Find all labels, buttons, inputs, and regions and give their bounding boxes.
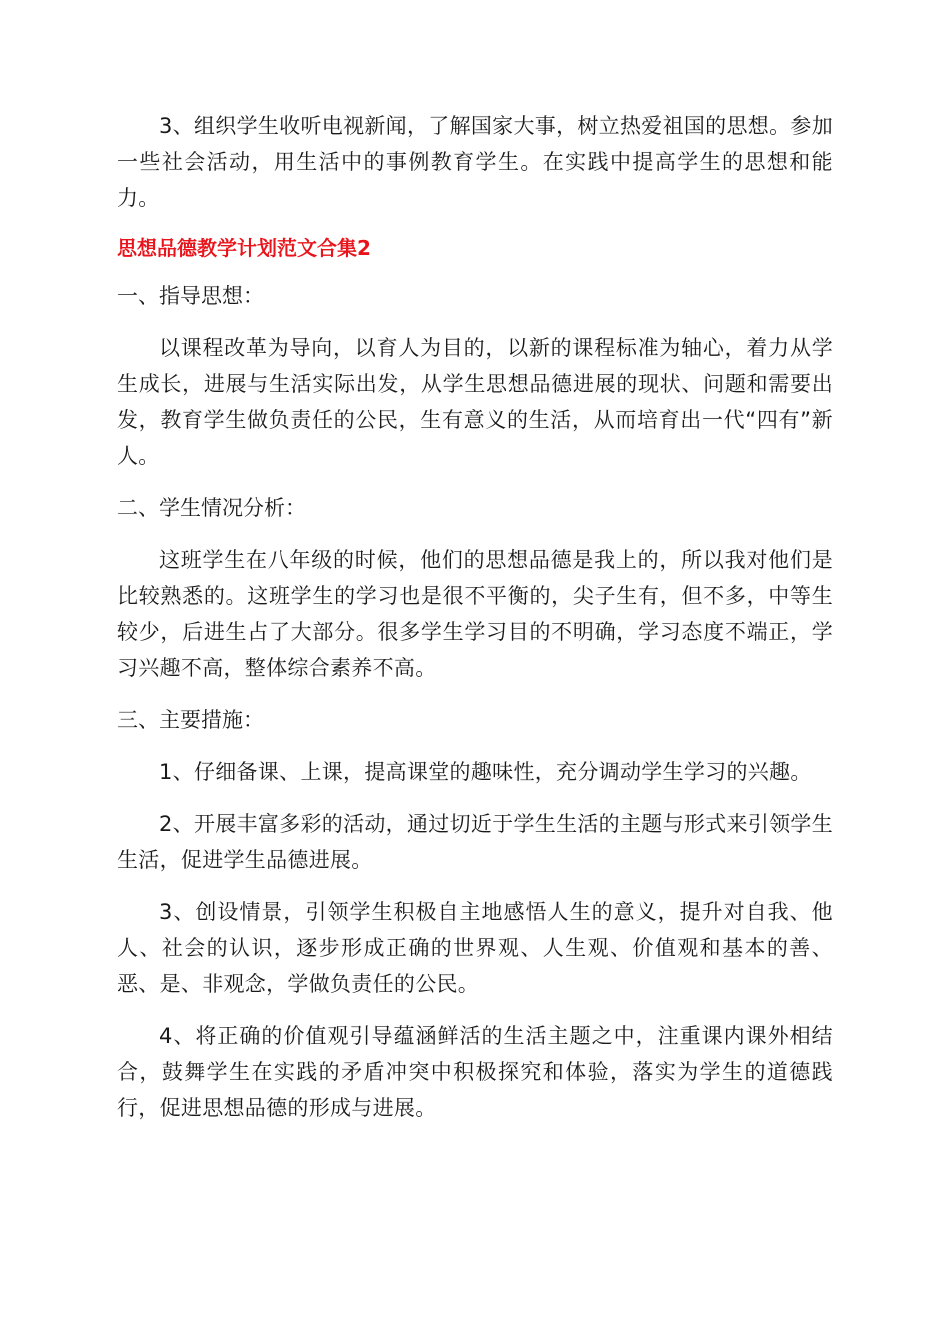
measure-item-2: 2、开展丰富多彩的活动，通过切近于学生生活的主题与形式来引领学生生活，促进学生品德进展。 xyxy=(117,812,833,872)
guiding-thought-paragraph: 以课程改革为导向，以育人为目的，以新的课程标准为轴心，着力从学生成长，进展与生活实际出发，从学生思想品德进展的现状、问题和需要出发，教育学生做负责任的公民，生有意义的生活，从而培育出一代“四有”新人。 xyxy=(117,336,833,468)
measure-item-4: 4、将正确的价值观引导蕴涵鲜活的生活主题之中，注重课内课外相结合，鼓舞学生在实践的矛盾冲突中积极探究和体验，落实为学生的道德践行，促进思想品德的形成与进展。 xyxy=(117,1024,833,1120)
document-heading: 思想品德教学计划范文合集2 xyxy=(117,236,371,260)
section-title-main-measures: 三、主要措施： xyxy=(117,708,264,732)
student-analysis-paragraph: 这班学生在八年级的时候，他们的思想品德是我上的，所以我对他们是比较熟悉的。这班学生的学习也是很不平衡的，尖子生有，但不多，中等生较少，后进生占了大部分。很多学生学习目的不明确，学习态度不端正，学习兴趣不高，整体综合素养不高。 xyxy=(117,548,833,680)
measure-item-1: 1、仔细备课、上课，提高课堂的趣味性，充分调动学生学习的兴趣。 xyxy=(159,760,812,784)
intro-paragraph: 3、组织学生收听电视新闻，了解国家大事，树立热爱祖国的思想。参加一些社会活动，用生活中的事例教育学生。在实践中提高学生的思想和能力。 xyxy=(117,114,833,210)
measure-item-3: 3、创设情景，引领学生积极自主地感悟人生的意义，提升对自我、他人、社会的认识，逐步形成正确的世界观、人生观、价值观和基本的善、恶、是、非观念，学做负责任的公民。 xyxy=(117,900,833,996)
document-body xyxy=(117,108,833,1142)
section-title-student-analysis: 二、学生情况分析： xyxy=(117,496,306,520)
section-title-guiding-thought: 一、指导思想： xyxy=(117,284,264,308)
